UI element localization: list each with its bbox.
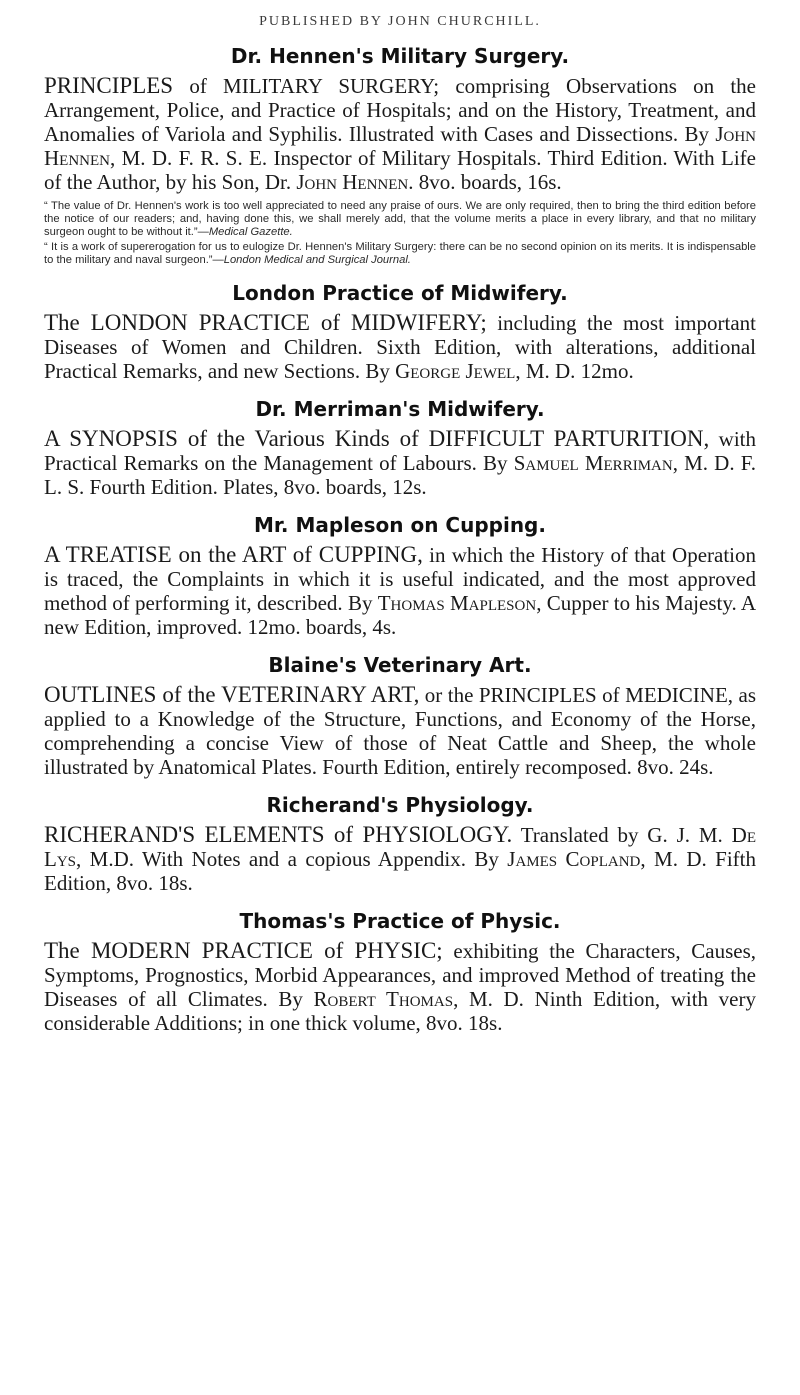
entry-lead: RICHERAND'S ELEMENTS of PHYSIOLOGY. — [44, 822, 513, 847]
entry-heading: London Practice of Midwifery. — [232, 281, 568, 305]
review-source: London Medical and Surgical Journal. — [223, 254, 411, 266]
entry-heading: Blaine's Veterinary Art. — [268, 653, 532, 677]
entry-jewel — [44, 281, 756, 383]
entry-lead: A SYNOPSIS of the Various Kinds of DIFFICULT PARTURITION, — [44, 426, 710, 451]
entry-author: Thomas Mapleson — [377, 591, 537, 615]
entry-richerand — [44, 793, 756, 895]
entry-description: The LONDON PRACTICE of MIDWIFERY; including the most important Diseases of Women and Children. Sixth Edition, with alterations, additional Practical Remarks, and new Sections. By George Jewel, M. D. 12mo. — [44, 310, 756, 383]
entry-lead: The LONDON PRACTICE of MIDWIFERY; — [44, 310, 487, 335]
entry-hennen — [44, 44, 756, 267]
entry-heading: Richerand's Physiology. — [266, 793, 534, 817]
entry-author: Robert Thomas — [313, 987, 454, 1011]
entry-heading: Dr. Hennen's Military Surgery. — [230, 44, 570, 68]
entry-description: OUTLINES of the VETERINARY ART, or the PRINCIPLES of MEDICINE, as applied to a Knowledge of the Structure, Functions, and Economy of the Horse, comprehending a concise View of those of Neat Cattle and Sheep, the whole illustrated by Anatomical Plates. Fourth Edition, entirely recomposed. 8vo. 24s. — [44, 682, 756, 779]
entry-description: The MODERN PRACTICE of PHYSIC; exhibiting the Characters, Causes, Symptoms, Prognostics, Morbid Appearances, and improved Method of treating the Diseases of all Climates. By Robert Thomas, M. D. Ninth Edition, with very considerable Additions; in one thick volume, 8vo. 18s. — [44, 938, 756, 1035]
entry-lead: The MODERN PRACTICE of PHYSIC; — [44, 938, 443, 963]
entry-lead: PRINCIPLES — [44, 73, 174, 98]
entry-author: Samuel Merriman — [513, 451, 673, 475]
entry-author: George Jewel — [395, 359, 516, 383]
entry-description: PRINCIPLES of MILITARY SURGERY; comprising Observations on the Arrangement, Police, and Practice of Hospitals; and on the History, Treatment, and Anomalies of Variola and Syphilis. Illustrated with Cases and Dissections. By John Hennen, M. D. F. R. S. E. Inspector of Military Hospitals. Third Edition. With Life of the Author, by his Son, Dr. John Hennen. 8vo. boards, 16s. — [44, 73, 756, 194]
review-source: Medical Gazette. — [208, 226, 293, 238]
entry-thomas — [44, 909, 756, 1035]
entry-mapleson — [44, 513, 756, 639]
entry-description: A TREATISE on the ART of CUPPING, in which the History of that Operation is traced, the Complaints in which it is useful indicated, and the most approved method of performing it, described. By Thomas Mapleson, Cupper to his Majesty. A new Edition, improved. 12mo. boards, 4s. — [44, 542, 757, 639]
entry-description: RICHERAND'S ELEMENTS of PHYSIOLOGY. Translated by G. J. M. De Lys, M.D. With Notes and a copious Appendix. By James Copland, M. D. Fifth Edition, 8vo. 18s. — [44, 822, 756, 895]
entry-author: James Copland — [507, 847, 641, 871]
entry-author: De Lys — [44, 823, 756, 871]
review-quote: “ It is a work of supererogation for us to eulogize Dr. Hennen's Military Surgery: there can be no second opinion on its merits. It is indispensable to the military and naval surgeon.”—London Medical and Surgical Journal. — [44, 241, 756, 266]
entry-author: John Hennen — [296, 170, 409, 194]
entry-author: John Hennen — [44, 122, 756, 170]
entry-lead: A TREATISE on the ART of CUPPING, — [44, 542, 423, 567]
entry-lead: OUTLINES of the VETERINARY ART, — [44, 682, 420, 707]
entry-heading: Thomas's Practice of Physic. — [239, 909, 561, 933]
entry-description: A SYNOPSIS of the Various Kinds of DIFFICULT PARTURITION, with Practical Remarks on the Management of Labours. By Samuel Merriman, M. D. F. L. S. Fourth Edition. Plates, 8vo. boards, 12s. — [44, 426, 756, 499]
review-quote: “ The value of Dr. Hennen's work is too well appreciated to need any praise of ours. We are only required, then to bring the third edition before the notice of our readers; and, having done this, we shall merely add, that the volume merits a place in every library, and that no military surgeon ought to be without it.”—Medical Gazette. — [44, 200, 756, 238]
entry-merriman — [44, 397, 756, 499]
entry-heading: Mr. Mapleson on Cupping. — [254, 513, 546, 537]
entry-heading: Dr. Merriman's Midwifery. — [255, 397, 545, 421]
entry-blaine — [44, 653, 756, 779]
running-head: PUBLISHED BY JOHN CHURCHILL. — [259, 14, 541, 29]
